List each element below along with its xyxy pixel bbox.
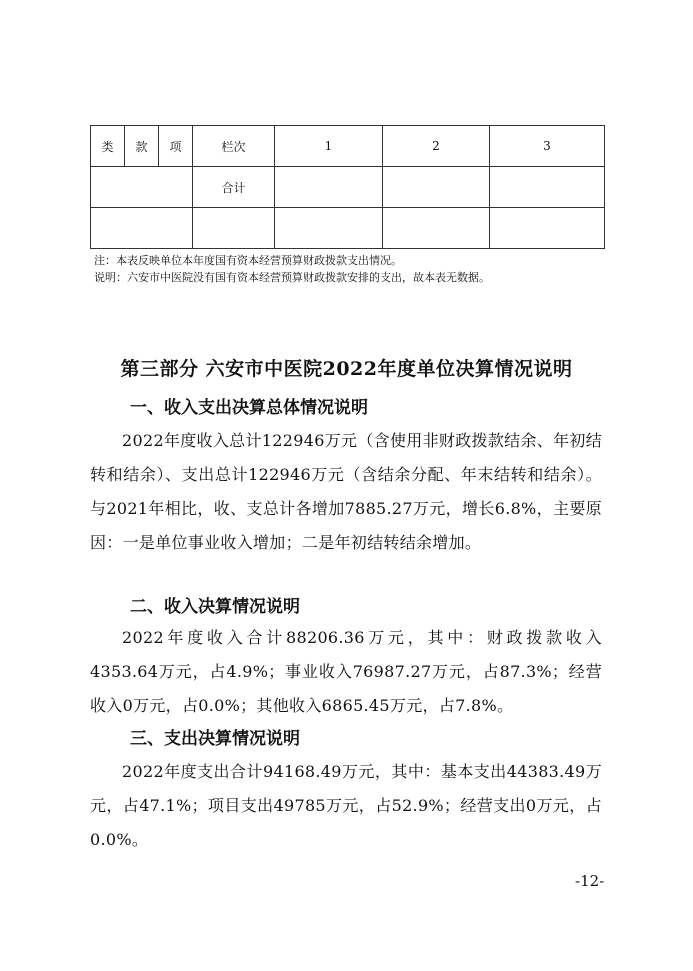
table-cell	[91, 167, 193, 208]
table-cell	[275, 167, 383, 208]
section-text-2	[90, 621, 602, 723]
table-cell	[383, 167, 490, 208]
paragraph: 2022年度收入总计122946万元（含使用非财政拨款结余、年初结转和结余）、支出总计122946万元（含结余分配、年末结转和结余）。与2021年相比，收、支总计各增加7885.27万元，增长6.8%，主要原因：一是单位事业收入增加；二是年初结转结余增加。	[90, 431, 602, 552]
col-lei: 类	[91, 126, 125, 167]
paragraph: 2022年度支出合计94168.49万元，其中：基本支出44383.49万元，占47.1%；项目支出49785万元，占52.9%；经营支出0万元，占0.0%。	[90, 762, 602, 849]
page-number: -12-	[575, 872, 605, 890]
note-line-2: 说明：六安市中医院没有国有资本经营预算财政拨款安排的支出，故本表无数据。	[94, 271, 490, 284]
paragraph: 2022年度收入合计88206.36万元，其中：财政拨款收入4353.64万元，占4.9%；事业收入76987.27万元，占87.3%；经营收入0万元，占0.0%；其他收入6865.45万元，占7.8%。	[90, 628, 602, 715]
expenditure-table	[90, 125, 605, 249]
col-3: 3	[490, 126, 605, 167]
table-cell	[275, 208, 383, 249]
table-row-total	[91, 167, 605, 208]
table-cell	[91, 208, 193, 249]
col-kuan: 款	[125, 126, 159, 167]
section-title-3: 三、支出决算情况说明	[130, 729, 300, 749]
col-1: 1	[275, 126, 383, 167]
part-heading: 第三部分 六安市中医院2022年度单位决算情况说明	[120, 358, 573, 380]
col-2: 2	[383, 126, 490, 167]
table-cell	[490, 167, 605, 208]
table-header-row	[91, 126, 605, 167]
col-lanci: 栏次	[193, 126, 275, 167]
section-title-1: 一、收入支出决算总体情况说明	[130, 398, 368, 418]
table-cell	[490, 208, 605, 249]
table-row	[91, 208, 605, 249]
col-xiang: 项	[159, 126, 193, 167]
note-line-1: 注：本表反映单位本年度国有资本经营预算财政拨款支出情况。	[94, 254, 402, 267]
table-cell	[193, 208, 275, 249]
section-title-2: 二、收入决算情况说明	[130, 597, 300, 617]
section-text-3	[90, 755, 602, 857]
section-text-1	[90, 424, 602, 560]
table-cell	[383, 208, 490, 249]
total-label: 合计	[193, 167, 275, 208]
table-notes	[94, 252, 490, 286]
